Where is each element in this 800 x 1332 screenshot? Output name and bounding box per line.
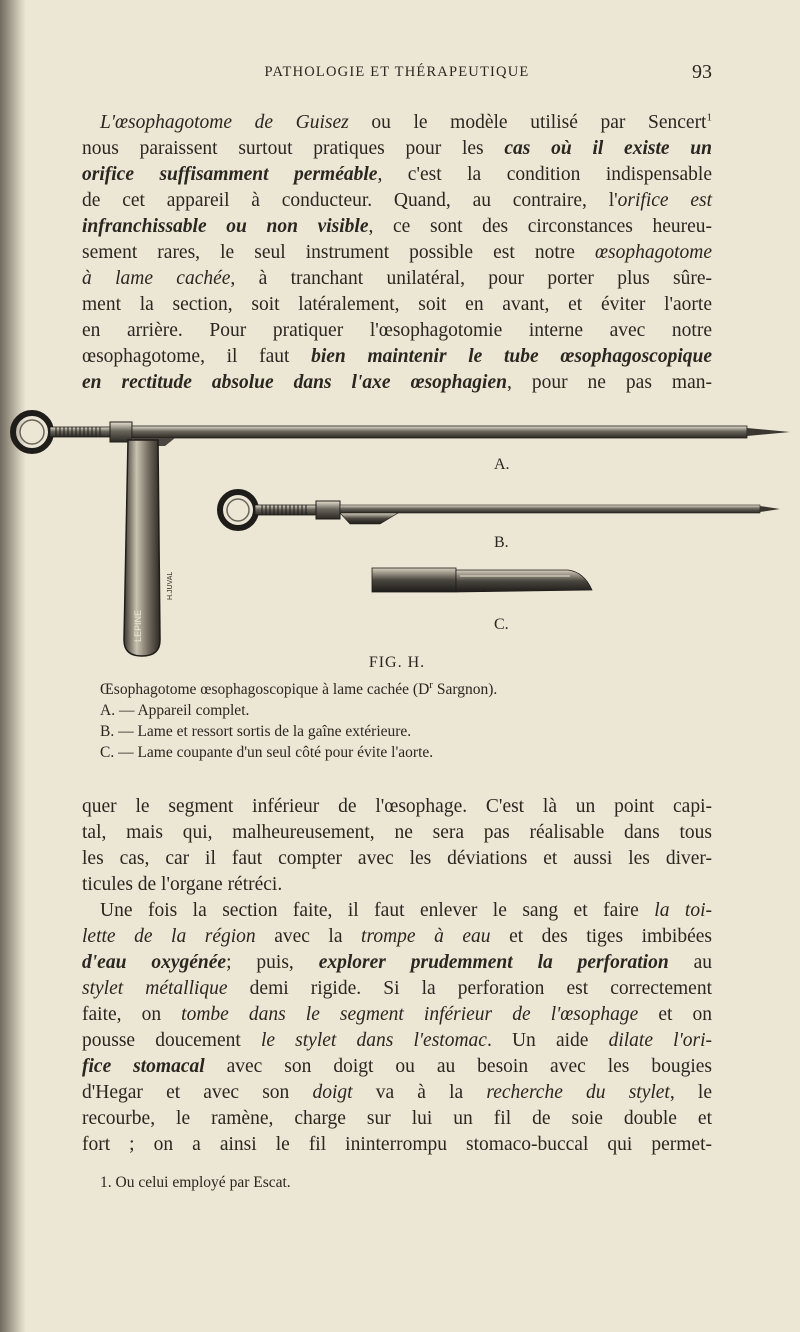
paragraph-bottom xyxy=(82,794,712,1158)
instrument-illustration xyxy=(0,404,800,664)
text-line: d'Hegar et avec son doigt va à la recherche du stylet, le xyxy=(82,1082,712,1103)
text-line: œsophagotome, il faut bien maintenir le tube œsophagoscopique xyxy=(82,346,712,367)
instrument-c xyxy=(372,568,592,592)
figure-label-c: C. xyxy=(494,616,509,633)
figure-label-b: B. xyxy=(494,534,509,551)
text-line: nous paraissent surtout pratiques pour les cas où il existe un xyxy=(82,138,712,159)
text-line: Une fois la section faite, il faut enlever le sang et faire la toi- xyxy=(100,900,712,921)
text-line: sement rares, le seul instrument possible est notre œsophagotome xyxy=(82,242,712,263)
text-line: fice stomacal avec son doigt ou au besoin avec les bougies xyxy=(82,1056,712,1077)
text-line: quer le segment inférieur de l'œsophage. C'est là un point capi- xyxy=(82,796,712,817)
figure-oesophagotome xyxy=(0,404,800,664)
footnote-ref: 1 xyxy=(706,111,712,124)
text-line: infranchissable ou non visible, ce sont des circonstances heureu- xyxy=(82,216,713,237)
handle-engraving: LEPINE xyxy=(133,609,143,642)
text-line: fort ; on a ainsi le fil ininterrompu stomaco-buccal qui permet- xyxy=(82,1134,712,1155)
text-line: les cas, car il faut compter avec les déviations et aussi les diver- xyxy=(82,848,712,869)
text-line: faite, on tombe dans le segment inférieur de l'œsophage et on xyxy=(82,1004,712,1025)
paragraph-top xyxy=(82,110,712,396)
caption-main: Œsophagotome œsophagoscopique à lame cachée ($D^r$ Sargnon). xyxy=(100,678,498,698)
caption-title: FIG. H. xyxy=(368,654,426,671)
instrument-a xyxy=(13,413,790,656)
text-line: en rectitude absolue dans l'axe œsophagien, pour ne pas man- xyxy=(82,372,712,393)
handle-engraving-2: H.JUVAL xyxy=(167,571,174,600)
text-line: lette de la région avec la trompe à eau et des tiges imbibées xyxy=(82,926,712,947)
page-number: 93 xyxy=(692,61,712,83)
text-line: tal, mais qui, malheureusement, ne sera pas réalisable dans tous xyxy=(82,822,712,843)
text-line: recourbe, le ramène, charge sur lui un fil de soie double et xyxy=(82,1108,712,1129)
text-line: en arrière. Pour pratiquer l'œsophagotomie interne avec notre xyxy=(82,320,712,341)
instrument-b xyxy=(220,492,780,528)
figure-caption xyxy=(82,652,712,763)
footnote: 1. Ou celui employé par Escat. xyxy=(100,1174,291,1191)
caption-item-b: B. — Lame et ressort sortis de la gaîne extérieure. xyxy=(100,723,412,740)
text-line: stylet métallique demi rigide. Si la perforation est correctement xyxy=(82,978,713,999)
running-title: PATHOLOGIE ET THÉRAPEUTIQUE xyxy=(264,64,530,80)
text-line: à lame cachée, à tranchant unilatéral, pour porter plus sûre- xyxy=(82,268,713,289)
text-line: ment la section, soit latéralement, soit en avant, et éviter l'aorte xyxy=(82,294,712,315)
text-line: L'œsophagotome de Guisez ou le modèle utilisé par Sencert$^1$ xyxy=(100,111,712,133)
text-line: ticules de l'organe rétréci. xyxy=(82,874,283,895)
text-line: de cet appareil à conducteur. Quand, au contraire, l'orifice est xyxy=(82,190,712,211)
text-line: pousse doucement le stylet dans l'estomac. Un aide dilate l'ori- xyxy=(82,1030,712,1051)
text-line: d'eau oxygénée; puis, explorer prudemment la perforation au xyxy=(82,952,713,973)
caption-item-c: C. — Lame coupante d'un seul côté pour évite l'aorte. xyxy=(100,744,434,761)
running-header xyxy=(82,61,712,90)
caption-item-a: A. — Appareil complet. xyxy=(100,702,250,719)
figure-label-a: A. xyxy=(494,456,510,473)
text-line: orifice suffisamment perméable, c'est la condition indispensable xyxy=(82,164,712,185)
